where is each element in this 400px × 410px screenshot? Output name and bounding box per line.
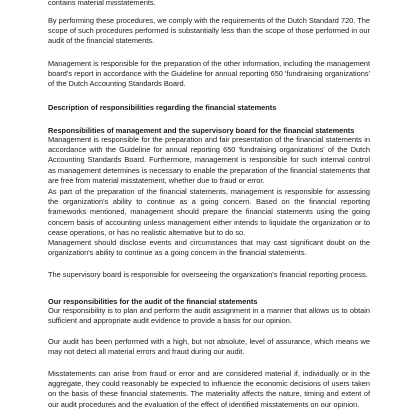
subheading-management-supervisory: Responsibilities of management and the supervisory board for the financial statements: [48, 126, 355, 135]
section-heading-description: Description of responsibilities regarding the financial statements: [48, 103, 277, 112]
paragraph-assurance: Our audit has been performed with a high, but not absolute, level of assurance, which means we may not detect all material errors and fraud during our audit.: [48, 337, 370, 357]
paragraph-audit-objective: Our responsibility is to plan and perform the audit assignment in a manner that allows us to obtain sufficient and appropriate audit evidence to provide a basis for our opinion.: [48, 306, 370, 326]
paragraph-procedures: By performing these procedures, we comply with the requirements of the Dutch Standard 720. The scope of such procedures performed is substantially less than the scope of those performed in our audit of the financial statements.: [48, 16, 370, 46]
paragraph-misstatements: Misstatements can arise from fraud or error and are considered material if, individually or in the aggregate, they could reasonably be expected to influence the economic decisions of users taken on the basis of these financial statements. The materiality affects the nature, timing and extent of our audit procedures and the evaluation of the effect of identified misstatements on our opinion.: [48, 369, 370, 409]
paragraph-supervisory-board: The supervisory board is responsible for overseeing the organization's financial reporting process.: [48, 270, 368, 279]
paragraph-management-responsible: Management is responsible for the preparation and fair presentation of the financial statements in accordance with the Guideline for annual reporting 650 'fundraising organizations' of the Dutch Accounting Standards Board. Furthermore, management is responsible for such internal control as management determines is necessary to enable the preparation of the financial statements that are free from material misstatement, whether due to fraud or error.: [48, 135, 370, 185]
paragraph-management-other-information: Management is responsible for the preparation of the other information, including the management board's report in accordance with the Guideline for annual reporting 650 'fundraising organizations' of the Dutch Accounting Standards Board.: [48, 59, 370, 89]
subheading-our-responsibilities: Our responsibilities for the audit of the financial statements: [48, 297, 258, 306]
paragraph-disclose: Management should disclose events and circumstances that may cast significant doubt on the organization's ability to continue as a going concern in the financial statements.: [48, 238, 370, 258]
paragraph-going-concern: As part of the preparation of the financial statements, management is responsible for assessing the organization's ability to continue as a going concern. Based on the financial reporting frameworks mentioned, management should prepare the financial statements using the going concern basis of accounting unless management either intends to liquidate the organization or to cease operations, or has no realistic alternative but to do so.: [48, 187, 370, 237]
paragraph-fragment: contains material misstatements.: [48, 0, 156, 7]
